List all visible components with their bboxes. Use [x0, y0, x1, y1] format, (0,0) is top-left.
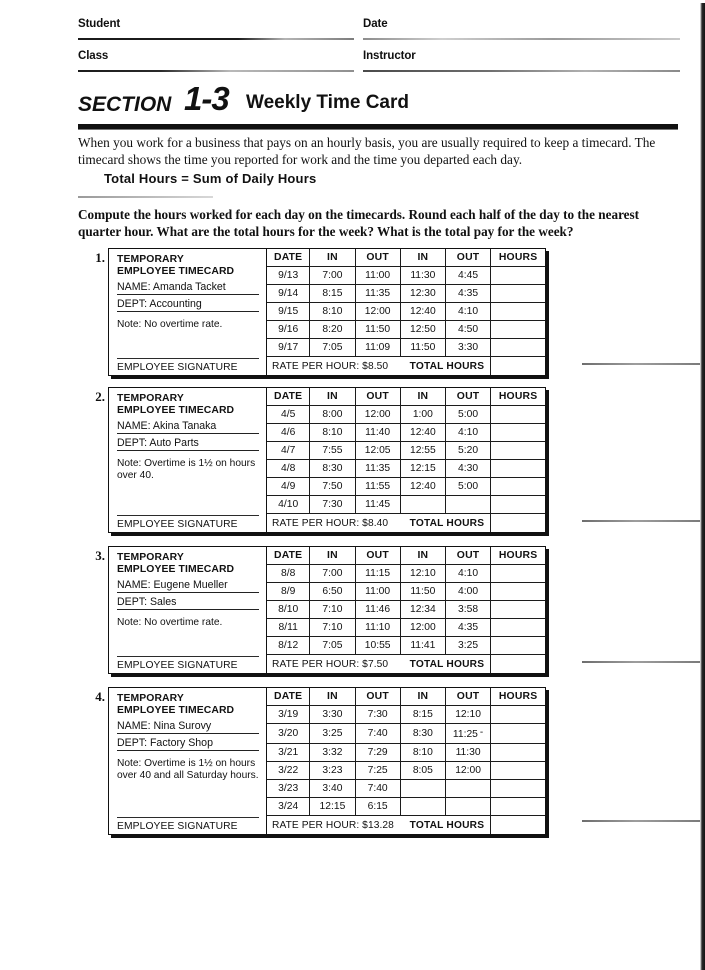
out-cell: 11:55: [355, 478, 400, 496]
in-cell: 8:15: [400, 706, 445, 724]
date-cell: 4/8: [267, 460, 310, 478]
out-cell: 4:45: [445, 267, 490, 285]
class-label: Class: [78, 50, 109, 62]
header-row-class-instructor: [78, 50, 680, 72]
in-cell: 7:00: [310, 565, 355, 583]
hours-cell[interactable]: [491, 478, 545, 496]
out-cell: 7:30: [355, 706, 400, 724]
timecard-heading: [117, 393, 259, 417]
timecard-number: 2.: [95, 389, 105, 404]
date-cell: 3/19: [267, 706, 310, 724]
timecard-table: [267, 688, 545, 816]
in-cell: 8:20: [310, 321, 355, 339]
column-header-in-3: IN: [400, 547, 445, 565]
timecard-heading: [117, 552, 259, 576]
in-cell: 12:34: [400, 601, 445, 619]
signature-line[interactable]: [117, 515, 259, 516]
out-cell: 11:50: [355, 321, 400, 339]
out-cell: 3:58: [445, 601, 490, 619]
table-row: [267, 303, 545, 321]
out-cell: 11:00: [355, 583, 400, 601]
total-hours-answer-box[interactable]: [490, 816, 545, 834]
signature-line[interactable]: [117, 358, 259, 359]
in-cell: 7:10: [310, 619, 355, 637]
column-header-hours-5: HOURS: [491, 547, 545, 565]
out-cell: 11:35: [355, 285, 400, 303]
date-cell: 8/10: [267, 601, 310, 619]
date-label: Date: [363, 18, 388, 30]
date-cell: 3/20: [267, 724, 310, 744]
out-cell: 3:30: [445, 339, 490, 357]
timecard-table: [267, 249, 545, 357]
out-cell: 12:00: [355, 303, 400, 321]
column-header-hours-5: HOURS: [491, 249, 545, 267]
out-cell: [445, 798, 490, 816]
date-cell: 4/10: [267, 496, 310, 514]
timecard-table-panel: [267, 249, 545, 375]
in-cell: 12:40: [400, 478, 445, 496]
out-cell: 5:20: [445, 442, 490, 460]
date-cell: 9/16: [267, 321, 310, 339]
hours-cell[interactable]: [491, 565, 545, 583]
in-cell: 12:15: [400, 460, 445, 478]
total-hours-label: TOTAL HOURS: [409, 360, 485, 372]
out-cell: 4:00: [445, 583, 490, 601]
column-header-hours-5: HOURS: [491, 688, 545, 706]
column-header-in-1: IN: [310, 388, 355, 406]
intro-paragraph: When you work for a business that pays on an hourly basis, you are usually required to keep a timecard. The timecard shows the time you reported for work and the time you departed each day.: [78, 135, 656, 167]
header-row-student-date: [78, 18, 680, 40]
hours-cell[interactable]: [491, 601, 545, 619]
hours-cell[interactable]: [491, 798, 545, 816]
timecard-footer: [267, 357, 545, 375]
in-cell: 7:30: [310, 496, 355, 514]
problem-prompt: Compute the hours worked for each day on the timecards. Round each half of the day to the nearest quarter hour. What are the total hours for the week? What is the total pay for the week?: [78, 207, 640, 239]
out-cell: [445, 496, 490, 514]
in-cell: 6:50: [310, 583, 355, 601]
in-cell: 7:55: [310, 442, 355, 460]
in-cell: 7:50: [310, 478, 355, 496]
hours-cell[interactable]: [491, 637, 545, 655]
signature-label: EMPLOYEE SIGNATURE: [117, 362, 238, 373]
date-cell: 3/22: [267, 762, 310, 780]
table-row: [267, 339, 545, 357]
date-cell: 4/9: [267, 478, 310, 496]
in-cell: 1:00: [400, 406, 445, 424]
table-row: [267, 583, 545, 601]
table-row: [267, 619, 545, 637]
timecard-box: [108, 248, 546, 376]
in-cell: 8:10: [310, 424, 355, 442]
in-cell: 12:15: [310, 798, 355, 816]
column-header-out-2: OUT: [355, 249, 400, 267]
out-cell: [445, 780, 490, 798]
out-cell: 4:10: [445, 565, 490, 583]
student-label: Student: [78, 18, 121, 30]
table-row: [267, 637, 545, 655]
date-cell: 3/24: [267, 798, 310, 816]
employee-name-field: NAME: Akina Tanaka: [117, 420, 259, 434]
in-cell: 8:30: [310, 460, 355, 478]
timecard-heading-line1: TEMPORARY: [117, 552, 184, 563]
instructor-write-line: [363, 70, 680, 72]
hours-cell[interactable]: [491, 762, 545, 780]
timecard-table-panel: [267, 688, 545, 834]
out-cell: 7:29: [355, 744, 400, 762]
answer-write-line[interactable]: [582, 363, 702, 365]
out-cell: 11:25 -: [445, 724, 490, 744]
date-cell: 8/11: [267, 619, 310, 637]
date-cell: 9/13: [267, 267, 310, 285]
signature-line[interactable]: [117, 817, 259, 818]
out-cell: 4:30: [445, 460, 490, 478]
table-row: [267, 460, 545, 478]
rate-per-hour: RATE PER HOUR: $13.28: [272, 819, 394, 831]
hours-cell[interactable]: [491, 321, 545, 339]
total-hours-answer-box[interactable]: [490, 357, 545, 375]
section-number: 1-3: [184, 80, 229, 117]
hours-cell[interactable]: [491, 303, 545, 321]
column-header-in-1: IN: [310, 249, 355, 267]
timecard-box: [108, 387, 546, 533]
in-cell: 8:10: [400, 744, 445, 762]
out-cell: 7:40: [355, 780, 400, 798]
title-divider: [78, 124, 678, 129]
total-hours-label: TOTAL HOURS: [409, 658, 485, 670]
table-row: [267, 565, 545, 583]
out-cell: 11:30: [445, 744, 490, 762]
section-name: Weekly Time Card: [246, 92, 409, 113]
column-header-in-3: IN: [400, 249, 445, 267]
out-cell: 12:10: [445, 706, 490, 724]
out-cell: 11:00: [355, 267, 400, 285]
table-row: [267, 724, 545, 744]
table-row: [267, 267, 545, 285]
table-row: [267, 406, 545, 424]
column-header-hours-5: HOURS: [491, 388, 545, 406]
column-header-out-4: OUT: [445, 249, 490, 267]
timecard-heading-line2: EMPLOYEE TIMECARD: [117, 266, 235, 278]
timecard-table: [267, 547, 545, 655]
table-row: [267, 321, 545, 339]
out-cell: 12:00: [445, 762, 490, 780]
overtime-note: Note: No overtime rate.: [117, 617, 223, 629]
in-cell: 8:30: [400, 724, 445, 744]
student-write-line: [78, 38, 354, 40]
table-row: [267, 601, 545, 619]
in-cell: 11:41: [400, 637, 445, 655]
section-word: SECTION: [78, 93, 172, 116]
timecard-footer: [267, 816, 545, 834]
table-row: [267, 780, 545, 798]
overtime-note: Note: Overtime is 1½ on hours over 40 and all Saturday hours.: [117, 758, 259, 782]
in-cell: 12:40: [400, 424, 445, 442]
out-cell: 4:35: [445, 619, 490, 637]
date-cell: 9/17: [267, 339, 310, 357]
timecard-number: 3.: [95, 548, 105, 563]
table-header-row: [267, 547, 545, 565]
out-cell: 6:15: [355, 798, 400, 816]
answer-write-line[interactable]: [582, 520, 702, 522]
out-cell: 5:00: [445, 478, 490, 496]
date-cell: 8/12: [267, 637, 310, 655]
total-hours-answer-box[interactable]: [490, 655, 545, 673]
column-header-out-4: OUT: [445, 688, 490, 706]
in-cell: [400, 798, 445, 816]
out-cell: 11:40: [355, 424, 400, 442]
total-hours-label: TOTAL HOURS: [409, 819, 485, 831]
table-row: [267, 442, 545, 460]
timecard-info-panel: [109, 547, 267, 673]
table-row: [267, 706, 545, 724]
out-cell: 4:10: [445, 303, 490, 321]
out-cell: 11:10: [355, 619, 400, 637]
hours-cell[interactable]: [491, 724, 545, 744]
out-cell: 11:45: [355, 496, 400, 514]
department-field: DEPT: Auto Parts: [117, 437, 259, 451]
column-header-date-0: DATE: [267, 249, 310, 267]
timecard-info-panel: [109, 688, 267, 834]
column-header-date-0: DATE: [267, 547, 310, 565]
hours-cell[interactable]: [491, 744, 545, 762]
date-cell: 9/14: [267, 285, 310, 303]
column-header-out-2: OUT: [355, 388, 400, 406]
hours-cell[interactable]: [491, 406, 545, 424]
total-hours-answer-box[interactable]: [490, 514, 545, 532]
overtime-note: Note: No overtime rate.: [117, 319, 223, 331]
column-header-in-3: IN: [400, 388, 445, 406]
in-cell: 12:50: [400, 321, 445, 339]
in-cell: 3:25: [310, 724, 355, 744]
in-cell: 8:05: [400, 762, 445, 780]
table-row: [267, 424, 545, 442]
column-header-in-1: IN: [310, 688, 355, 706]
hours-cell[interactable]: [491, 460, 545, 478]
total-hours-label: TOTAL HOURS: [409, 517, 485, 529]
department-field: DEPT: Sales: [117, 596, 259, 610]
answer-write-line[interactable]: [582, 661, 702, 663]
table-header-row: [267, 249, 545, 267]
in-cell: 3:23: [310, 762, 355, 780]
table-row: [267, 496, 545, 514]
hours-cell[interactable]: [491, 706, 545, 724]
table-row: [267, 478, 545, 496]
column-header-date-0: DATE: [267, 388, 310, 406]
in-cell: 11:50: [400, 583, 445, 601]
in-cell: 7:05: [310, 637, 355, 655]
timecard-heading-line1: TEMPORARY: [117, 254, 184, 265]
timecard-box: [108, 687, 546, 835]
date-cell: 8/8: [267, 565, 310, 583]
date-cell: 4/7: [267, 442, 310, 460]
signature-line[interactable]: [117, 656, 259, 657]
employee-name-field: NAME: Amanda Tacket: [117, 281, 259, 295]
hours-cell[interactable]: [491, 619, 545, 637]
answer-write-line[interactable]: [582, 820, 702, 822]
timecard-number: 1.: [95, 250, 105, 265]
overtime-note: Note: Overtime is 1½ on hours over 40.: [117, 458, 256, 482]
timecard-heading-line1: TEMPORARY: [117, 393, 184, 404]
in-cell: 3:40: [310, 780, 355, 798]
in-cell: 11:30: [400, 267, 445, 285]
out-cell: 4:10: [445, 424, 490, 442]
timecard-table-panel: [267, 388, 545, 532]
in-cell: 3:30: [310, 706, 355, 724]
in-cell: 8:15: [310, 285, 355, 303]
column-header-in-1: IN: [310, 547, 355, 565]
out-cell: 10:55: [355, 637, 400, 655]
timecard-heading: [117, 254, 259, 278]
hours-cell[interactable]: [491, 442, 545, 460]
date-cell: 9/15: [267, 303, 310, 321]
in-cell: 8:10: [310, 303, 355, 321]
timecard-table: [267, 388, 545, 514]
out-cell: 4:35: [445, 285, 490, 303]
date-cell: 8/9: [267, 583, 310, 601]
timecard-footer: [267, 655, 545, 673]
out-cell: 12:05: [355, 442, 400, 460]
timecard-info-panel: [109, 249, 267, 375]
in-cell: 7:10: [310, 601, 355, 619]
table-header-row: [267, 388, 545, 406]
timecard-heading-line1: TEMPORARY: [117, 693, 184, 704]
timecard-number: 4.: [95, 689, 105, 704]
timecard-heading-line2: EMPLOYEE TIMECARD: [117, 705, 235, 717]
in-cell: 8:00: [310, 406, 355, 424]
rate-per-hour: RATE PER HOUR: $7.50: [272, 658, 389, 670]
employee-name-field: NAME: Eugene Mueller: [117, 579, 259, 593]
out-cell: 5:00: [445, 406, 490, 424]
hours-cell[interactable]: [491, 780, 545, 798]
in-cell: [400, 496, 445, 514]
column-header-out-4: OUT: [445, 547, 490, 565]
in-cell: 12:30: [400, 285, 445, 303]
section-title: [78, 80, 680, 122]
in-cell: 12:00: [400, 619, 445, 637]
instructor-label: Instructor: [363, 50, 416, 62]
formula-text: Total Hours = Sum of Daily Hours: [104, 171, 317, 186]
hours-cell[interactable]: [491, 583, 545, 601]
scan-edge-right: [700, 0, 705, 970]
column-header-in-3: IN: [400, 688, 445, 706]
table-row: [267, 744, 545, 762]
in-cell: 3:32: [310, 744, 355, 762]
scan-artifact-dash: -: [479, 727, 484, 738]
formula-divider: [78, 196, 213, 198]
out-cell: 7:40: [355, 724, 400, 744]
out-cell: 3:25: [445, 637, 490, 655]
hours-cell[interactable]: [491, 424, 545, 442]
hours-cell[interactable]: [491, 285, 545, 303]
timecard-heading: [117, 693, 259, 717]
out-cell: 11:15: [355, 565, 400, 583]
department-field: DEPT: Factory Shop: [117, 737, 259, 751]
table-row: [267, 762, 545, 780]
table-row: [267, 798, 545, 816]
in-cell: 12:55: [400, 442, 445, 460]
timecard-table-panel: [267, 547, 545, 673]
in-cell: 12:10: [400, 565, 445, 583]
rate-per-hour: RATE PER HOUR: $8.50: [272, 360, 389, 372]
out-cell: 11:46: [355, 601, 400, 619]
out-cell: 12:00: [355, 406, 400, 424]
date-write-line: [363, 38, 680, 40]
column-header-out-4: OUT: [445, 388, 490, 406]
out-cell: 4:50: [445, 321, 490, 339]
timecard-heading-line2: EMPLOYEE TIMECARD: [117, 564, 235, 576]
hours-cell[interactable]: [491, 339, 545, 357]
timecard-footer: [267, 514, 545, 532]
rate-per-hour: RATE PER HOUR: $8.40: [272, 517, 389, 529]
in-cell: 12:40: [400, 303, 445, 321]
employee-name-field: NAME: Nina Surovy: [117, 720, 259, 734]
out-cell: 7:25: [355, 762, 400, 780]
date-cell: 4/6: [267, 424, 310, 442]
timecard-box: [108, 546, 546, 674]
in-cell: 11:50: [400, 339, 445, 357]
hours-cell[interactable]: [491, 496, 545, 514]
scan-edge-top: [0, 0, 705, 3]
table-header-row: [267, 688, 545, 706]
class-write-line: [78, 70, 354, 72]
department-field: DEPT: Accounting: [117, 298, 259, 312]
date-cell: 3/21: [267, 744, 310, 762]
timecard-info-panel: [109, 388, 267, 532]
column-header-date-0: DATE: [267, 688, 310, 706]
column-header-out-2: OUT: [355, 547, 400, 565]
signature-label: EMPLOYEE SIGNATURE: [117, 660, 238, 671]
table-row: [267, 285, 545, 303]
out-cell: 11:35: [355, 460, 400, 478]
signature-label: EMPLOYEE SIGNATURE: [117, 821, 238, 832]
in-cell: [400, 780, 445, 798]
timecard-heading-line2: EMPLOYEE TIMECARD: [117, 405, 235, 417]
date-cell: 4/5: [267, 406, 310, 424]
in-cell: 7:00: [310, 267, 355, 285]
in-cell: 7:05: [310, 339, 355, 357]
signature-label: EMPLOYEE SIGNATURE: [117, 519, 238, 530]
hours-cell[interactable]: [491, 267, 545, 285]
out-cell: 11:09: [355, 339, 400, 357]
column-header-out-2: OUT: [355, 688, 400, 706]
date-cell: 3/23: [267, 780, 310, 798]
